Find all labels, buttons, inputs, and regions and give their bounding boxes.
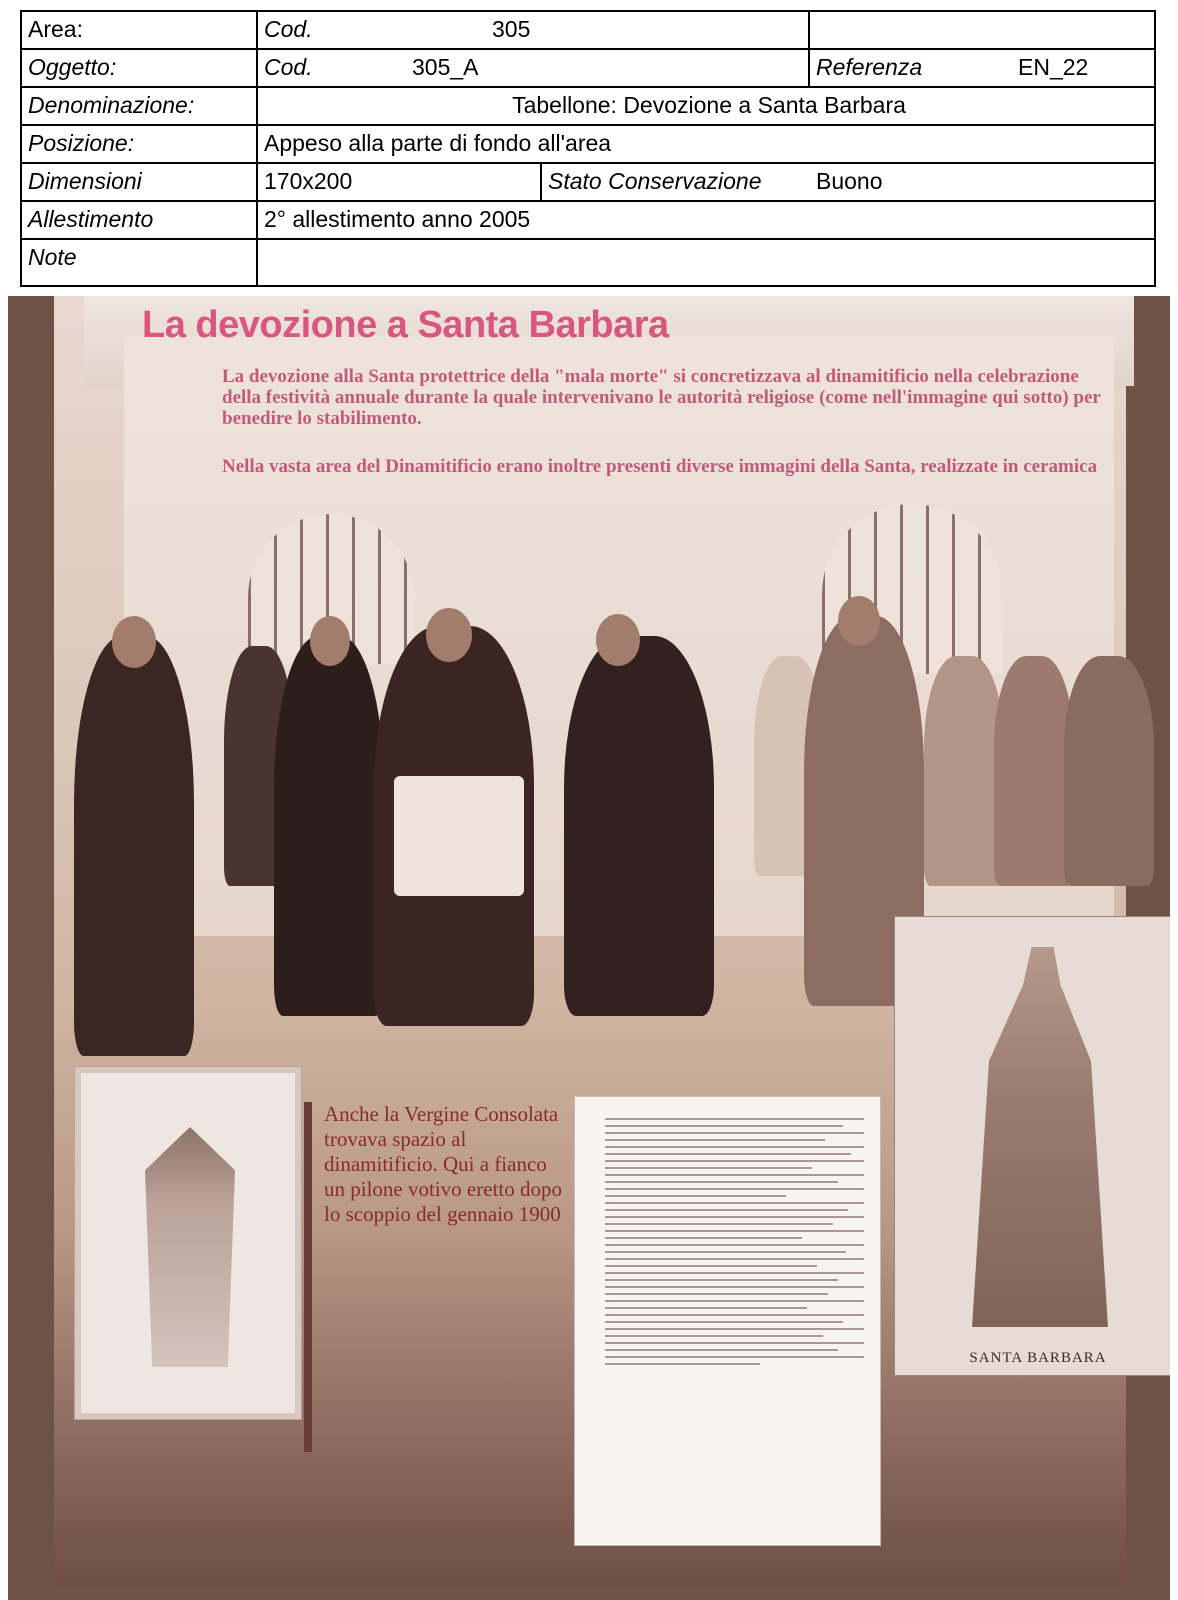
votive-pillar-image bbox=[145, 1127, 235, 1367]
saint-label: SANTA BARBARA bbox=[969, 1350, 1107, 1366]
person-head bbox=[310, 616, 350, 666]
row-denominazione bbox=[22, 88, 1154, 126]
history-text-lines bbox=[605, 1113, 864, 1529]
catalogue-record-table bbox=[20, 10, 1156, 287]
stato-label: Stato Conservazione bbox=[540, 164, 810, 200]
oggetto-cod-value: 305_A bbox=[412, 54, 479, 80]
santa-barbara-image bbox=[894, 916, 1170, 1376]
posizione-value: Appeso alla parte di fondo all'area bbox=[256, 126, 1154, 162]
person-head bbox=[112, 616, 156, 668]
referenza-label: Referenza bbox=[808, 50, 1008, 86]
oggetto-cod-label: Cod. bbox=[256, 50, 406, 86]
saint-figure bbox=[955, 947, 1125, 1327]
denominazione-label: Denominazione: bbox=[28, 92, 195, 118]
woman-figure bbox=[924, 656, 1004, 886]
board-headline: La devozione a Santa Barbara bbox=[142, 304, 669, 346]
row-note bbox=[22, 240, 1154, 285]
vintage-postcard-pilone bbox=[74, 1066, 302, 1420]
person-head bbox=[838, 596, 880, 646]
man-figure bbox=[274, 636, 384, 1016]
area-extra-cell bbox=[808, 12, 1154, 48]
board-lead-paragraph-2: Nella vasta area del Dinamitificio erano inoltre presenti diverse immagini della Santa, realizzate in ceramica bbox=[222, 456, 1098, 477]
oggetto-label: Oggetto: bbox=[28, 54, 117, 80]
area-label: Area: bbox=[28, 16, 83, 42]
area-cod-label: Cod. bbox=[256, 12, 486, 48]
row-dimensioni bbox=[22, 164, 1154, 202]
history-text-panel bbox=[574, 1096, 881, 1546]
dimensioni-label: Dimensioni bbox=[28, 168, 142, 194]
row-allestimento bbox=[22, 202, 1154, 240]
exhibition-board bbox=[54, 296, 1126, 1586]
priest-figure bbox=[74, 636, 194, 1056]
note-value bbox=[256, 240, 1154, 285]
woman-figure bbox=[994, 656, 1074, 886]
board-photo bbox=[8, 296, 1170, 1600]
allestimento-value: 2° allestimento anno 2005 bbox=[256, 202, 1154, 238]
priest-figure bbox=[564, 636, 714, 1016]
row-oggetto bbox=[22, 50, 1154, 88]
person-head bbox=[426, 608, 472, 662]
pilone-caption: Anche la Vergine Consolata trovava spazio al dinamitificio. Qui a fianco un pilone votivo eretto dopo lo scoppio del gennaio 1900 bbox=[324, 1102, 562, 1226]
surplice bbox=[394, 776, 524, 896]
row-posizione bbox=[22, 126, 1154, 164]
dimensioni-value: 170x200 bbox=[256, 164, 540, 200]
person-head bbox=[596, 614, 640, 666]
area-cod-value: 305 bbox=[492, 16, 531, 42]
denominazione-value: Tabellone: Devozione a Santa Barbara bbox=[256, 88, 1154, 124]
referenza-value: EN_22 bbox=[1018, 54, 1089, 80]
allestimento-label: Allestimento bbox=[28, 206, 154, 232]
woman-figure bbox=[1064, 656, 1154, 886]
board-lead-paragraph-1: La devozione alla Santa protettrice della "mala morte" si concretizzava al dinamitificio nella celebrazione della festività annuale durante la quale intervenivano le autorità religiose (come nell'immagine qui sotto) per benedire lo stabilimento. bbox=[222, 366, 1101, 429]
stato-value: Buono bbox=[816, 168, 883, 194]
caption-divider bbox=[304, 1102, 312, 1452]
posizione-label: Posizione: bbox=[28, 130, 135, 156]
row-area bbox=[22, 12, 1154, 50]
note-label: Note bbox=[28, 244, 77, 270]
